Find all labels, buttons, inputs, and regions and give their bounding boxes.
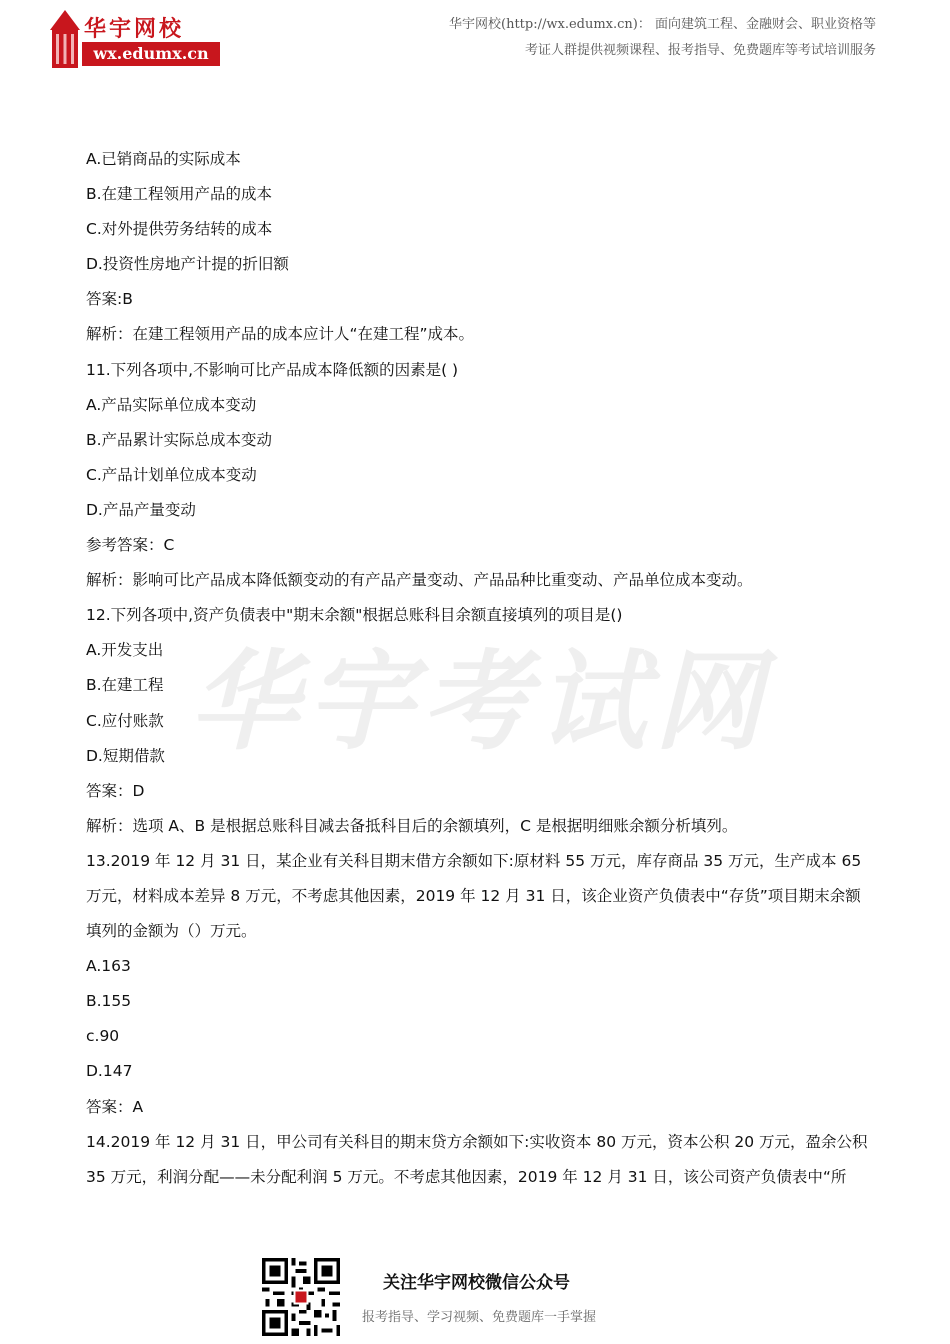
header-tagline-line-1: 华宇网校(http://wx.edumx.cn)： 面向建筑工程、金融财会、职业资格等 (449, 17, 876, 32)
q12-option-b: B.在建工程 (86, 676, 164, 695)
q11-option-d: D.产品产量变动 (86, 500, 196, 519)
footer-title: 关注华宇网校微信公众号 (383, 1273, 570, 1293)
option-b: B.在建工程领用产品的成本 (86, 185, 273, 204)
pencil-logo-icon (50, 10, 80, 68)
q13-option-a: A.163 (86, 957, 131, 976)
answer: 答案:B (86, 290, 133, 309)
header-tagline (449, 12, 876, 64)
q13-option-b: B.155 (86, 992, 132, 1011)
explanation: 解析：在建工程领用产品的成本应计人“在建工程”成本。 (86, 325, 475, 344)
q13-option-c: c.90 (86, 1027, 120, 1046)
q13-answer: 答案：A (86, 1097, 144, 1116)
q11-answer: 参考答案：C (86, 536, 175, 555)
logo-title: 华宇网校 (84, 16, 185, 42)
question-13: 13.2019 年 12 月 31 日，某企业有关科目期末借方余额如下:原材料 55 万元，库存商品 35 万元，生产成本 65 万元，材料成本差异 8 万元，不考虑其他因素，2019 年 12 月 31 日，该企业资产负债表中“存货”项目期末余额填列的金额为（）万元。 (86, 851, 862, 941)
header-tagline-line-2: 考证人群提供视频课程、报考指导、免费题库等考试培训服务 (524, 43, 876, 58)
document-body (86, 142, 870, 1195)
option-c: C.对外提供劳务结转的成本 (86, 220, 273, 239)
q12-option-d: D.短期借款 (86, 746, 165, 765)
question-14: 14.2019 年 12 月 31 日，甲公司有关科目的期末贷方余额如下:实收资本 80 万元，资本公积 20 万元，盈余公积 35 万元，利润分配——未分配利润 5 万元。不考虑其他因素，2019 年 12 月 31 日，该公司资产负债表中“所 (86, 1132, 868, 1186)
option-a: A.已销商品的实际成本 (86, 150, 241, 168)
q11-option-a: A.产品实际单位成本变动 (86, 395, 257, 414)
option-d: D.投资性房地产计提的折旧额 (86, 255, 289, 274)
q12-option-a: A.开发支出 (86, 641, 164, 660)
question-11: 11.下列各项中,不影响可比产品成本降低额的因素是( ) (86, 360, 459, 379)
q12-option-c: C.应付账款 (86, 711, 164, 730)
q12-answer: 答案：D (86, 781, 145, 800)
site-logo[interactable] (50, 10, 222, 68)
watermark: 华宇考试网 (190, 640, 771, 765)
logo-domain: wx.edumx.cn (82, 42, 220, 66)
q11-option-c: C.产品计划单位成本变动 (86, 465, 257, 484)
q11-option-b: B.产品累计实际总成本变动 (86, 430, 273, 449)
q12-explanation: 解析：选项 A、B 是根据总账科目减去备抵科目后的余额填列，C 是根据明细账余额分析填列。 (86, 816, 738, 835)
q13-option-d: D.147 (86, 1062, 133, 1081)
footer-subtitle: 报考指导、学习视频、免费题库一手掌握 (362, 1310, 597, 1325)
wechat-qr-code-icon (262, 1258, 340, 1336)
question-12: 12.下列各项中,资产负债表中"期末余额"根据总账科目余额直接填列的项目是() (86, 606, 623, 625)
q11-explanation: 解析：影响可比产品成本降低额变动的有产品产量变动、产品品种比重变动、产品单位成本变动。 (86, 571, 753, 590)
